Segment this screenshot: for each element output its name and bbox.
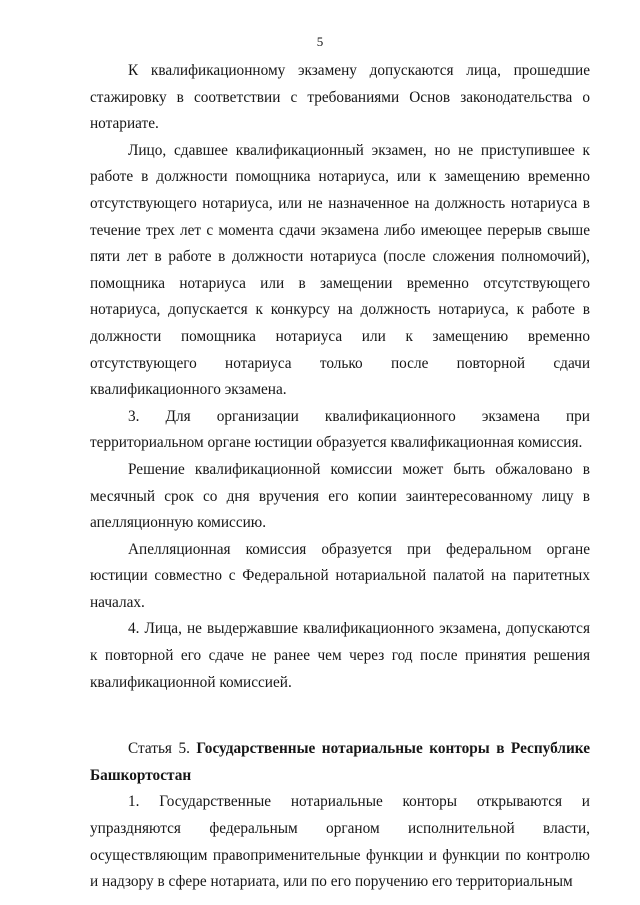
paragraph-commission-formation: 3. Для организации квалификационного экзамена при территориальном органе юстиции образуется квалификационная комиссия. [90,407,590,452]
document-body [90,58,590,896]
paragraph-notary-offices: 1. Государственные нотариальные конторы открываются и упраздняются федеральным органом исполнительной власти, осуществляющим правоприменительные функции и функции по контролю и надзору в сфере нотариата, или по его поручению его территориальным [90,793,590,891]
paragraph-failed-exam: 4. Лица, не выдержавшие квалификационного экзамена, допускаются к повторной его сдаче не ранее чем через год после принятия решения квалификационной комиссией. [90,620,590,691]
section-gap [90,696,590,736]
article-label: Статья 5. [128,740,190,758]
page-number: 5 [316,34,324,49]
article-heading [90,736,590,789]
paragraph-repeat-exam: Лицо, сдавшее квалификационный экзамен, но не приступившее к работе в должности помощника нотариуса, или к замещению временно отсутствующего нотариуса, или не назначенное на должность нотариуса в течение трех лет с момента сдачи экзамена либо имеющее перерыв свыше пяти лет в работе в должности нотариуса (после сложения полномочий), помощника нотариуса или в замещении временно отсутствующего нотариуса, допускается к конкурсу на должность нотариуса, к работе в должности помощника нотариуса или к замещению временно отсутствующего нотариуса только после повторной сдачи квалификационного экзамена. [90,141,590,399]
paragraph-exam-admission: К квалификационному экзамену допускаются лица, прошедшие стажировку в соответствии с требованиями Основ законодательства о нотариате. [90,62,590,133]
article-title: Государственные нотариальные конторы в Республике Башкортостан [90,740,590,784]
paragraph-appeal-commission: Апелляционная комиссия образуется при федеральном органе юстиции совместно с Федеральной нотариальной палатой на паритетных началах. [90,540,590,611]
paragraph-commission-appeal: Решение квалификационной комиссии может быть обжаловано в месячный срок со дня вручения его копии заинтересованному лицу в апелляционную комиссию. [90,460,590,532]
